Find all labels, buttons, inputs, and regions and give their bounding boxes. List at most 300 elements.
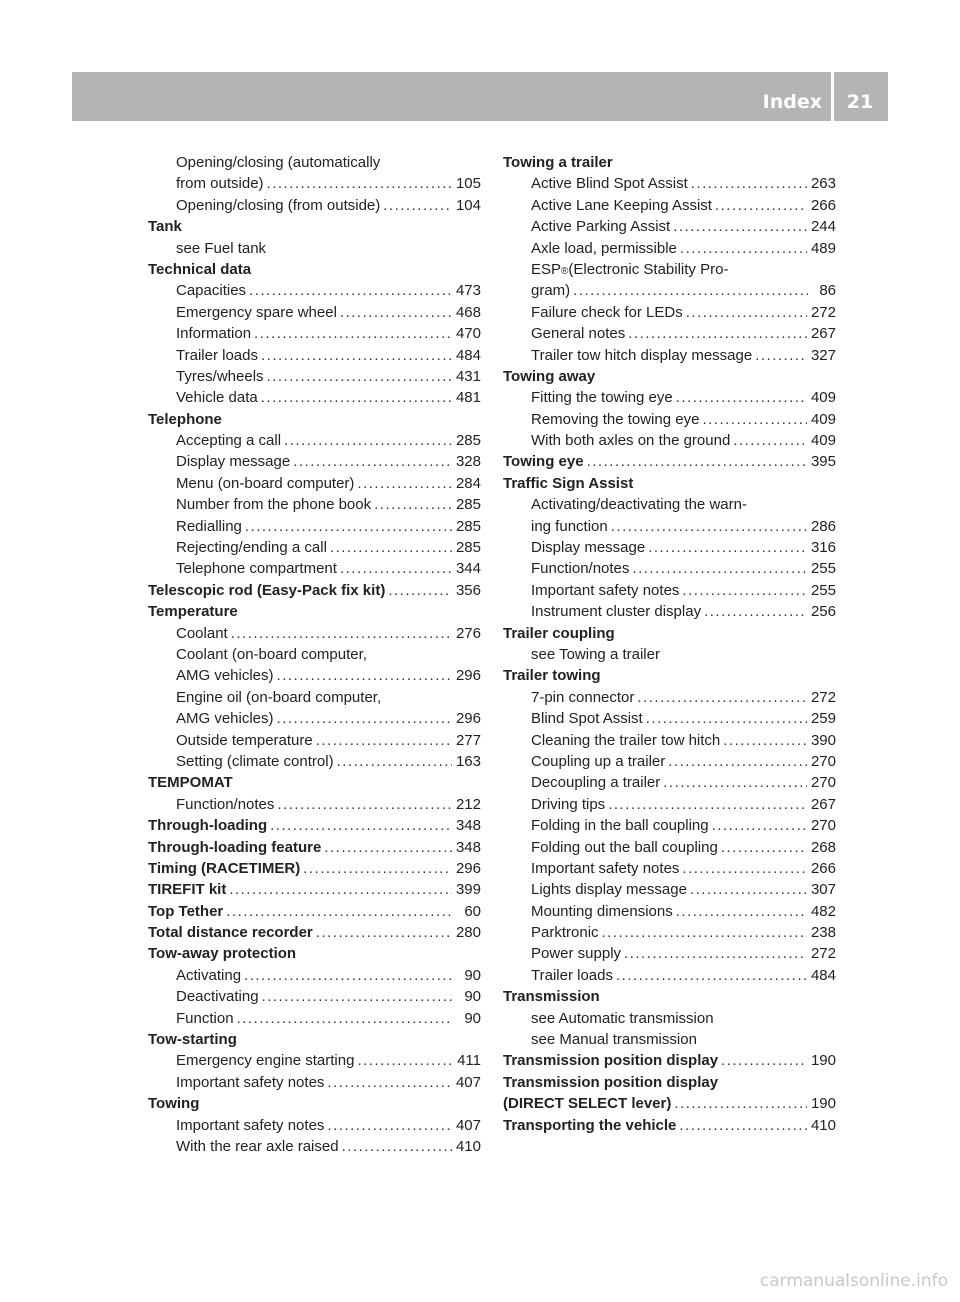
dot-leader: [690, 879, 807, 900]
entry-text: Folding in the ball coupling: [531, 817, 709, 835]
index-column-right: [503, 152, 836, 1136]
index-entry: [503, 1093, 836, 1114]
page-ref: 286: [810, 517, 836, 535]
index-entry: [148, 601, 481, 622]
index-entry: [503, 986, 836, 1007]
page-ref: 284: [455, 474, 481, 492]
entry-text: Towing away: [503, 367, 596, 385]
page-ref: 90: [464, 1009, 481, 1027]
page-ref: 276: [455, 624, 481, 642]
index-subentry: [148, 173, 481, 194]
dot-leader: [267, 173, 452, 194]
entry-text: Timing (RACETIMER): [148, 859, 301, 877]
entry-text: Telescopic rod (Easy-Pack fix kit): [148, 581, 386, 599]
index-subentry: [148, 965, 481, 986]
entry-text: Engine oil (on-board computer,: [176, 688, 382, 706]
dot-leader: [628, 323, 807, 344]
dot-leader: [702, 409, 807, 430]
page-ref: 407: [455, 1116, 481, 1134]
index-subentry: [503, 601, 836, 622]
index-subentry: [148, 708, 481, 729]
page-ref: 482: [810, 902, 836, 920]
page-ref: 259: [810, 710, 836, 728]
page-ref: 163: [455, 752, 481, 770]
index-subentry: [148, 473, 481, 494]
entry-text: Mounting dimensions: [531, 902, 673, 920]
page-ref: 348: [455, 817, 481, 835]
index-subentry: [148, 665, 481, 686]
dot-leader: [261, 345, 452, 366]
dot-leader: [330, 537, 452, 558]
entry-text: Tow-starting: [148, 1031, 237, 1049]
page-ref: 344: [455, 560, 481, 578]
dot-leader: [303, 858, 452, 879]
entry-text: Transmission position display: [503, 1052, 719, 1070]
page-ref: 105: [455, 175, 481, 193]
entry-text: Total distance recorder: [148, 924, 313, 942]
dot-leader: [316, 730, 452, 751]
entry-text: Telephone compartment: [176, 560, 337, 578]
entry-text: Accepting a call: [176, 432, 282, 450]
entry-text: Power supply: [531, 945, 622, 963]
dot-leader: [646, 708, 807, 729]
index-subentry: [503, 409, 836, 430]
entry-text: Opening/closing (from outside): [176, 196, 381, 214]
page-ref: 267: [810, 325, 836, 343]
dot-leader: [277, 665, 452, 686]
page-ref: 390: [810, 731, 836, 749]
index-subentry: [148, 623, 481, 644]
index-subentry: [148, 195, 481, 216]
page-ref: 280: [455, 924, 481, 942]
entry-text: 7-pin connector: [531, 688, 635, 706]
dot-leader: [270, 815, 452, 836]
index-entry: [503, 152, 836, 173]
dot-leader: [632, 558, 807, 579]
page-ref: 484: [810, 966, 836, 984]
entry-text: Trailer loads: [176, 346, 258, 364]
page-ref: 431: [455, 367, 481, 385]
index-subentry: [148, 730, 481, 751]
index-subentry: [148, 238, 481, 259]
index-entry: [148, 1029, 481, 1050]
page-ref: 277: [455, 731, 481, 749]
index-subentry: [503, 965, 836, 986]
index-entry: [503, 473, 836, 494]
entry-text: Activating/deactivating the warn-: [531, 496, 747, 514]
page-ref: 266: [810, 196, 836, 214]
index-entry: [148, 922, 481, 943]
index-subentry: [148, 1050, 481, 1071]
page-ref: 296: [455, 859, 481, 877]
dot-leader: [261, 387, 452, 408]
dot-leader: [337, 751, 452, 772]
entry-text: Telephone: [148, 410, 222, 428]
entry-text: Information: [176, 325, 252, 343]
index-subentry: [503, 280, 836, 301]
index-subentry: [148, 687, 481, 708]
page-ref: 407: [455, 1073, 481, 1091]
entry-text: Emergency spare wheel: [176, 303, 337, 321]
index-subentry: [503, 537, 836, 558]
index-subentry: [148, 451, 481, 472]
entry-text: Function/notes: [176, 795, 275, 813]
dot-leader: [674, 1093, 807, 1114]
dot-leader: [682, 580, 807, 601]
entry-text: Display message: [531, 539, 646, 557]
page-ref: 272: [810, 688, 836, 706]
entry-text: Menu (on-board computer): [176, 474, 355, 492]
dot-leader: [668, 751, 807, 772]
index-column-left: [148, 152, 481, 1157]
entry-text: Towing a trailer: [503, 154, 613, 171]
index-subentry: [503, 730, 836, 751]
page-ref: 272: [810, 303, 836, 321]
entry-text: see Automatic transmission: [531, 1009, 714, 1027]
page-ref: 104: [455, 196, 481, 214]
entry-text: Tyres/wheels: [176, 367, 264, 385]
index-subentry: [148, 345, 481, 366]
watermark: carmanualsonline.info: [759, 1271, 948, 1291]
index-entry: [148, 259, 481, 280]
dot-leader: [374, 494, 452, 515]
entry-text: Function/notes: [531, 560, 630, 578]
page-ref: 238: [810, 924, 836, 942]
dot-leader: [686, 302, 807, 323]
section-title: Index: [762, 91, 822, 113]
dot-leader: [676, 387, 807, 408]
dot-leader: [357, 1050, 453, 1071]
entry-text: Axle load, permissible: [531, 239, 677, 257]
entry-text: Top Tether: [148, 902, 224, 920]
page-ref: 270: [810, 774, 836, 792]
entry-text: Traffic Sign Assist: [503, 474, 634, 492]
page-ref: 263: [810, 175, 836, 193]
dot-leader: [340, 302, 452, 323]
page-ref: 410: [455, 1137, 481, 1155]
index-subentry: [503, 644, 836, 665]
dot-leader: [682, 858, 807, 879]
dot-leader: [277, 794, 452, 815]
index-subentry: [503, 580, 836, 601]
entry-text: Active Blind Spot Assist: [531, 175, 688, 193]
dot-leader: [587, 451, 807, 472]
entry-text: Towing: [148, 1095, 200, 1113]
entry-text: from outside): [176, 175, 264, 193]
page-ref: 409: [810, 410, 836, 428]
index-subentry: [503, 430, 836, 451]
page-ref: 86: [819, 282, 836, 300]
entry-text: Capacities: [176, 282, 247, 300]
index-entry: [503, 1050, 836, 1071]
index-subentry: [503, 558, 836, 579]
entry-text: Activating: [176, 966, 242, 984]
page-ref: 285: [455, 432, 481, 450]
index-subentry: [503, 879, 836, 900]
page-ref: 481: [455, 389, 481, 407]
index-entry: [503, 366, 836, 387]
dot-leader: [663, 772, 807, 793]
dot-leader: [676, 901, 807, 922]
page-ref: 470: [455, 325, 481, 343]
dot-leader: [262, 986, 453, 1007]
entry-text: Important safety notes: [531, 581, 680, 599]
index-subentry: [503, 302, 836, 323]
dot-leader: [712, 815, 807, 836]
entry-text: Opening/closing (automatically: [176, 154, 381, 171]
index-subentry: [503, 858, 836, 879]
dot-leader: [755, 345, 807, 366]
page-ref: 255: [810, 581, 836, 599]
page-ref: 60: [464, 902, 481, 920]
index-subentry: [503, 216, 836, 237]
page-ref: 90: [464, 966, 481, 984]
entry-text: Removing the towing eye: [531, 410, 700, 428]
entry-text: see Towing a trailer: [531, 645, 660, 663]
dot-leader: [231, 623, 452, 644]
index-subentry: [503, 708, 836, 729]
page-ref: 411: [457, 1052, 481, 1070]
page-ref: 296: [455, 667, 481, 685]
index-subentry: [148, 280, 481, 301]
index-subentry: [503, 901, 836, 922]
dot-leader: [624, 943, 807, 964]
entry-text: gram): [531, 282, 571, 300]
header-divider: [831, 72, 834, 121]
page-ref: 244: [810, 218, 836, 236]
dot-leader: [721, 837, 807, 858]
page-ref: 409: [810, 389, 836, 407]
index-subentry: [148, 494, 481, 515]
index-subentry: [148, 1136, 481, 1157]
index-entry: [503, 1115, 836, 1136]
index-subentry: [503, 943, 836, 964]
entry-text: AMG vehicles): [176, 710, 274, 728]
dot-leader: [388, 580, 452, 601]
dot-leader: [715, 195, 807, 216]
index-subentry: [503, 516, 836, 537]
index-subentry: [503, 387, 836, 408]
entry-text: Driving tips: [531, 795, 606, 813]
page-ref: 356: [455, 581, 481, 599]
dot-leader: [316, 922, 452, 943]
index-subentry: [503, 238, 836, 259]
index-subentry: [148, 430, 481, 451]
entry-text: Important safety notes: [176, 1116, 325, 1134]
index-subentry: [148, 516, 481, 537]
entry-text: Trailer coupling: [503, 624, 615, 642]
page-ref: 267: [810, 795, 836, 813]
index-entry: [148, 1093, 481, 1114]
entry-text: (DIRECT SELECT lever): [503, 1095, 672, 1113]
dot-leader: [721, 1050, 807, 1071]
index-subentry: [503, 751, 836, 772]
dot-leader: [342, 1136, 452, 1157]
index-entry: [503, 451, 836, 472]
dot-leader: [573, 280, 808, 301]
page-number: 21: [846, 91, 874, 113]
index-subentry: [503, 837, 836, 858]
index-subentry: [148, 1072, 481, 1093]
index-subentry: [503, 794, 836, 815]
index-subentry: [148, 537, 481, 558]
page-ref: 296: [455, 710, 481, 728]
index-entry: [148, 858, 481, 879]
index-subentry: [148, 366, 481, 387]
index-subentry: [148, 558, 481, 579]
page-ref: 410: [810, 1116, 836, 1134]
entry-text: Through-loading: [148, 817, 268, 835]
index-subentry: [503, 815, 836, 836]
entry-text: ing function: [531, 517, 608, 535]
entry-text: Transmission position display: [503, 1073, 719, 1091]
dot-leader: [267, 366, 452, 387]
dot-leader: [357, 473, 452, 494]
entry-text: Active Parking Assist: [531, 218, 671, 236]
index-subentry: [148, 302, 481, 323]
dot-leader: [637, 687, 807, 708]
dot-leader: [249, 280, 452, 301]
page-ref: 395: [810, 453, 836, 471]
entry-text-continued: (Electronic Stability Pro-: [568, 260, 729, 278]
entry-text: Active Lane Keeping Assist: [531, 196, 712, 214]
entry-text: Important safety notes: [176, 1073, 325, 1091]
entry-text: Tow-away protection: [148, 945, 297, 963]
index-entry: [503, 623, 836, 644]
entry-text: ESP: [531, 260, 562, 278]
dot-leader: [648, 537, 807, 558]
dot-leader: [340, 558, 452, 579]
index-subentry: [503, 173, 836, 194]
entry-text: Coolant: [176, 624, 228, 642]
entry-text: Coupling up a trailer: [531, 752, 666, 770]
entry-text: Towing eye: [503, 453, 584, 471]
page-ref: 484: [455, 346, 481, 364]
page-ref: 409: [810, 432, 836, 450]
dot-leader: [254, 323, 452, 344]
index-entry: [148, 837, 481, 858]
page-ref: 256: [810, 603, 836, 621]
page-ref: 327: [810, 346, 836, 364]
dot-leader: [679, 1115, 807, 1136]
index-subentry: [148, 751, 481, 772]
index-subentry: ESP ® (Electronic Stability Pro-: [503, 259, 836, 280]
entry-text: Coolant (on-board computer,: [176, 645, 367, 663]
entry-text: Fitting the towing eye: [531, 389, 673, 407]
entry-text: Redialling: [176, 517, 242, 535]
entry-text: Setting (climate control): [176, 752, 334, 770]
page-ref: 348: [455, 838, 481, 856]
entry-text: Trailer towing: [503, 667, 601, 685]
entry-text: Rejecting/ending a call: [176, 539, 327, 557]
page-ref: 285: [455, 517, 481, 535]
page-ref: 307: [810, 881, 836, 899]
page-ref: 190: [810, 1095, 836, 1113]
dot-leader: [244, 965, 453, 986]
dot-leader: [226, 901, 453, 922]
dot-leader: [611, 516, 807, 537]
index-subentry: [503, 195, 836, 216]
index-subentry: [503, 494, 836, 515]
dot-leader: [293, 451, 452, 472]
dot-leader: [616, 965, 807, 986]
entry-text: Technical data: [148, 260, 252, 278]
index-entry: [148, 879, 481, 900]
entry-text: Instrument cluster display: [531, 603, 702, 621]
index-entry: [148, 901, 481, 922]
index-subentry: [503, 345, 836, 366]
entry-text: Important safety notes: [531, 859, 680, 877]
dot-leader: [229, 879, 452, 900]
index-subentry: [148, 387, 481, 408]
index-entry: [148, 580, 481, 601]
entry-text: Blind Spot Assist: [531, 710, 643, 728]
index-subentry: [503, 772, 836, 793]
page-ref: 270: [810, 817, 836, 835]
dot-leader: [245, 516, 452, 537]
index-entry: [148, 216, 481, 237]
index-entry: [148, 409, 481, 430]
index-subentry: [503, 323, 836, 344]
entry-text: Transporting the vehicle: [503, 1116, 677, 1134]
page-ref: 285: [455, 539, 481, 557]
page-ref: 255: [810, 560, 836, 578]
entry-text: Number from the phone book: [176, 496, 372, 514]
index-subentry: [503, 687, 836, 708]
index-subentry: [503, 922, 836, 943]
index-subentry: [148, 794, 481, 815]
page-ref: 270: [810, 752, 836, 770]
dot-leader: [723, 730, 807, 751]
page-ref: 190: [810, 1052, 836, 1070]
entry-text: AMG vehicles): [176, 667, 274, 685]
index-subentry: [503, 1029, 836, 1050]
entry-text: Cleaning the trailer tow hitch: [531, 731, 721, 749]
entry-text: Through-loading feature: [148, 838, 322, 856]
index-subentry: [148, 644, 481, 665]
page-ref: 328: [455, 453, 481, 471]
dot-leader: [383, 195, 452, 216]
dot-leader: [237, 1008, 453, 1029]
entry-text: Temperature: [148, 603, 238, 621]
entry-text: With both axles on the ground: [531, 432, 731, 450]
index-subentry: [148, 1115, 481, 1136]
entry-text: Parktronic: [531, 924, 599, 942]
page-ref: 90: [464, 988, 481, 1006]
entry-text: Display message: [176, 453, 291, 471]
dot-leader: [324, 837, 452, 858]
index-subentry: [148, 986, 481, 1007]
entry-text: Tank: [148, 218, 182, 236]
page-ref: 266: [810, 859, 836, 877]
entry-text: Lights display message: [531, 881, 687, 899]
entry-text: Folding out the ball coupling: [531, 838, 718, 856]
page-ref: 316: [810, 539, 836, 557]
page-ref: 399: [455, 881, 481, 899]
dot-leader: [608, 794, 807, 815]
entry-text: Transmission: [503, 988, 600, 1006]
dot-leader: [327, 1072, 452, 1093]
page-ref: 212: [455, 795, 481, 813]
entry-text: Deactivating: [176, 988, 259, 1006]
entry-text: see Fuel tank: [176, 239, 267, 257]
entry-text: see Manual transmission: [531, 1031, 697, 1049]
dot-leader: [284, 430, 452, 451]
dot-leader: [691, 173, 807, 194]
entry-text: General notes: [531, 325, 626, 343]
index-subentry: [148, 152, 481, 173]
entry-text: Function: [176, 1009, 234, 1027]
